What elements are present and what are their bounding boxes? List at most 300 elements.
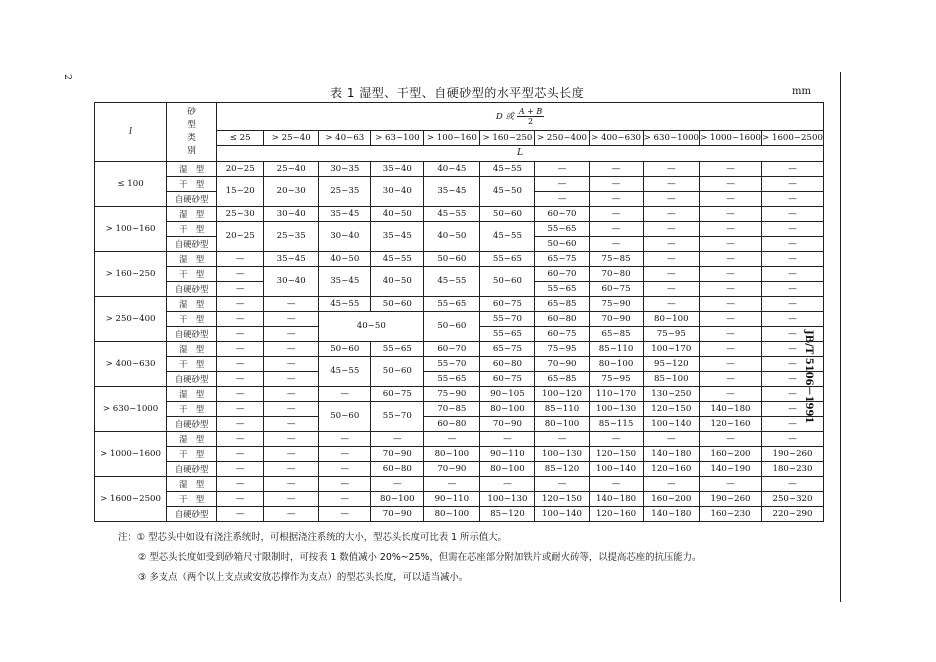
value-cell: 20~25 xyxy=(217,162,264,177)
value-cell: — xyxy=(217,357,264,372)
table-row xyxy=(95,462,824,477)
value-cell: — xyxy=(700,267,762,282)
value-cell: 50~60 xyxy=(480,207,535,222)
value-cell: 90~110 xyxy=(424,492,480,507)
sand-char: 类 xyxy=(187,133,196,143)
value-cell: — xyxy=(700,312,762,327)
value-cell: — xyxy=(264,387,319,402)
value-cell: — xyxy=(700,357,762,372)
value-cell: 100~140 xyxy=(589,462,643,477)
value-cell: — xyxy=(643,297,699,312)
value-cell: 55~65 xyxy=(535,282,589,297)
sand-type-cell: 湿 型 xyxy=(167,387,217,402)
value-cell: 85~110 xyxy=(589,342,643,357)
value-cell: 80~100 xyxy=(535,417,589,432)
value-cell: — xyxy=(424,477,480,492)
sand-type-cell: 干 型 xyxy=(167,222,217,237)
page-number: 2 xyxy=(61,74,72,80)
value-cell: 160~200 xyxy=(643,492,699,507)
value-cell: 100~140 xyxy=(643,417,699,432)
value-cell: 70~90 xyxy=(589,312,643,327)
value-cell: 30~40 xyxy=(319,222,371,252)
l-range-cell: > 250~400 xyxy=(95,297,167,342)
value-cell: 85~100 xyxy=(643,372,699,387)
value-cell: — xyxy=(761,237,823,252)
value-cell: — xyxy=(371,432,424,447)
value-cell: 50~60 xyxy=(371,297,424,312)
sand-type-cell: 湿 型 xyxy=(167,252,217,267)
value-cell: — xyxy=(643,207,699,222)
d-range-header: > 400~630 xyxy=(589,130,643,146)
sand-type-cell: 干 型 xyxy=(167,492,217,507)
value-cell: — xyxy=(700,477,762,492)
value-cell: — xyxy=(700,237,762,252)
value-cell: 160~230 xyxy=(700,507,762,522)
value-cell: 30~35 xyxy=(319,162,371,177)
value-cell: 70~90 xyxy=(371,447,424,462)
value-cell: 60~80 xyxy=(535,312,589,327)
value-cell: 220~290 xyxy=(761,507,823,522)
value-cell: 120~160 xyxy=(643,462,699,477)
value-cell: 70~80 xyxy=(589,267,643,282)
value-cell: — xyxy=(643,237,699,252)
value-cell: — xyxy=(217,312,264,327)
sand-type-cell: 干 型 xyxy=(167,312,217,327)
value-cell: 75~85 xyxy=(589,252,643,267)
value-cell: 25~35 xyxy=(264,222,319,252)
value-cell: 120~150 xyxy=(589,447,643,462)
value-cell: 75~95 xyxy=(589,372,643,387)
value-cell: — xyxy=(700,207,762,222)
note-3: ③ 多支点（两个以上支点或安放芯撑作为支点）的型芯头长度，可以适当减小。 xyxy=(138,572,469,583)
sand-type-cell: 干 型 xyxy=(167,177,217,192)
value-cell: — xyxy=(761,177,823,192)
value-cell: — xyxy=(761,357,823,372)
value-cell: 35~45 xyxy=(424,177,480,207)
sand-type-cell: 干 型 xyxy=(167,402,217,417)
note-2: ② 型芯头长度如受到砂箱尺寸限制时，可按表 1 数值减小 20%~25%，但需在芯座部分附加铁片或耐火砖等，以提高芯座的抗压能力。 xyxy=(138,552,702,563)
value-cell: 60~70 xyxy=(424,342,480,357)
value-cell: — xyxy=(643,267,699,282)
value-cell: — xyxy=(643,432,699,447)
table-row xyxy=(95,342,824,357)
value-cell: 95~120 xyxy=(643,357,699,372)
value-cell: 25~30 xyxy=(217,207,264,222)
value-cell: 80~100 xyxy=(371,492,424,507)
value-cell: 80~100 xyxy=(589,357,643,372)
value-cell: — xyxy=(761,252,823,267)
value-cell: — xyxy=(643,252,699,267)
value-cell: — xyxy=(217,327,264,342)
value-cell: 60~70 xyxy=(535,267,589,282)
value-cell: 140~180 xyxy=(643,447,699,462)
sand-type-cell: 湿 型 xyxy=(167,162,217,177)
value-cell: — xyxy=(761,477,823,492)
value-cell: — xyxy=(264,312,319,327)
value-cell: 50~60 xyxy=(424,252,480,267)
core-print-length-table xyxy=(94,102,824,522)
value-cell: — xyxy=(643,162,699,177)
d-range-header: > 160~250 xyxy=(480,130,535,146)
value-cell: 45~55 xyxy=(480,222,535,252)
value-cell: — xyxy=(700,282,762,297)
value-cell: 70~90 xyxy=(480,417,535,432)
value-cell: — xyxy=(319,447,371,462)
value-cell: 55~65 xyxy=(535,222,589,237)
sand-char: 型 xyxy=(187,120,196,130)
sand-type-cell: 自硬砂型 xyxy=(167,282,217,297)
table-row xyxy=(95,417,824,432)
value-cell: 80~100 xyxy=(480,462,535,477)
value-cell: 45~55 xyxy=(371,252,424,267)
value-cell: — xyxy=(217,462,264,477)
value-cell: 60~70 xyxy=(535,207,589,222)
value-cell: — xyxy=(319,462,371,477)
value-cell: 85~120 xyxy=(480,507,535,522)
value-cell: — xyxy=(700,387,762,402)
value-cell: 45~55 xyxy=(319,297,371,312)
table-row xyxy=(95,267,824,282)
d-range-header: > 1000~1600 xyxy=(700,130,762,146)
value-cell: — xyxy=(319,432,371,447)
header-fraction xyxy=(517,107,544,126)
value-cell: 55~70 xyxy=(424,357,480,372)
value-cell: — xyxy=(217,267,264,282)
value-cell: — xyxy=(535,477,589,492)
value-cell: 140~180 xyxy=(589,492,643,507)
value-cell: 40~50 xyxy=(371,207,424,222)
value-cell: 160~200 xyxy=(700,447,762,462)
value-cell: 75~95 xyxy=(643,327,699,342)
d-range-header: > 100~160 xyxy=(424,130,480,146)
value-cell: 40~50 xyxy=(424,222,480,252)
value-cell: 190~260 xyxy=(700,492,762,507)
value-cell: — xyxy=(264,447,319,462)
value-cell: — xyxy=(761,192,823,207)
value-cell: — xyxy=(264,417,319,432)
value-cell: 140~180 xyxy=(643,507,699,522)
table-title: 表 1 湿型、干型、自硬砂型的水平型芯头长度 xyxy=(330,86,585,100)
value-cell: 85~110 xyxy=(535,402,589,417)
l-range-cell: > 100~160 xyxy=(95,207,167,252)
frac-denominator: 2 xyxy=(527,116,534,126)
value-cell: 35~45 xyxy=(319,207,371,222)
sand-char: 砂 xyxy=(187,107,196,117)
value-cell: 130~250 xyxy=(643,387,699,402)
table-row xyxy=(95,402,824,417)
sand-type-cell: 自硬砂型 xyxy=(167,462,217,477)
value-cell: — xyxy=(589,192,643,207)
d-range-header: > 630~1000 xyxy=(643,130,699,146)
value-cell: — xyxy=(535,177,589,192)
header-d xyxy=(217,103,824,131)
value-cell: 30~40 xyxy=(264,207,319,222)
sand-char: 别 xyxy=(187,146,196,156)
value-cell: — xyxy=(217,387,264,402)
table-row xyxy=(95,177,824,192)
value-cell: — xyxy=(217,477,264,492)
value-cell: — xyxy=(761,312,823,327)
value-cell: — xyxy=(217,447,264,462)
sand-type-cell: 自硬砂型 xyxy=(167,417,217,432)
value-cell: — xyxy=(700,342,762,357)
value-cell: 90~105 xyxy=(480,387,535,402)
value-cell: — xyxy=(589,432,643,447)
value-cell: 55~70 xyxy=(371,402,424,432)
sand-type-cell: 湿 型 xyxy=(167,207,217,222)
value-cell: 110~170 xyxy=(589,387,643,402)
table-row xyxy=(95,387,824,402)
notes xyxy=(118,528,701,588)
value-cell: — xyxy=(217,402,264,417)
value-cell: 60~80 xyxy=(371,462,424,477)
value-cell: 75~90 xyxy=(589,297,643,312)
value-cell: — xyxy=(217,297,264,312)
value-cell: — xyxy=(643,222,699,237)
value-cell: — xyxy=(761,402,823,417)
sand-type-cell: 湿 型 xyxy=(167,432,217,447)
value-cell: — xyxy=(761,372,823,387)
value-cell: 140~180 xyxy=(700,402,762,417)
value-cell: — xyxy=(589,237,643,252)
header-d-label: D 或 xyxy=(495,111,515,122)
value-cell: 80~100 xyxy=(424,507,480,522)
value-cell: — xyxy=(761,162,823,177)
value-cell: 140~190 xyxy=(700,462,762,477)
value-cell: 120~150 xyxy=(643,402,699,417)
value-cell: 35~45 xyxy=(264,252,319,267)
value-cell: 65~85 xyxy=(535,297,589,312)
value-cell: 35~40 xyxy=(371,162,424,177)
value-cell: 85~115 xyxy=(589,417,643,432)
value-cell: 100~130 xyxy=(589,402,643,417)
value-cell: 50~60 xyxy=(535,237,589,252)
header-l: l xyxy=(95,103,167,162)
value-cell: 65~85 xyxy=(535,372,589,387)
frac-numerator: A + B xyxy=(518,106,543,116)
standard-code: JB/T 5106－1991 xyxy=(803,330,814,424)
value-cell: — xyxy=(319,507,371,522)
value-cell: 70~85 xyxy=(424,402,480,417)
table-row xyxy=(95,507,824,522)
value-cell: — xyxy=(700,372,762,387)
page-divider xyxy=(840,72,841,602)
value-cell: 60~75 xyxy=(371,387,424,402)
value-cell: — xyxy=(217,252,264,267)
value-cell: — xyxy=(217,417,264,432)
value-cell: 70~90 xyxy=(535,357,589,372)
value-cell: 60~75 xyxy=(480,297,535,312)
value-cell: 100~170 xyxy=(643,342,699,357)
value-cell: — xyxy=(217,492,264,507)
value-cell: — xyxy=(700,432,762,447)
value-cell: 40~50 xyxy=(371,267,424,297)
value-cell: 100~140 xyxy=(535,507,589,522)
value-cell: — xyxy=(319,492,371,507)
table-row xyxy=(95,492,824,507)
value-cell: — xyxy=(264,477,319,492)
value-cell: 15~20 xyxy=(217,177,264,207)
value-cell: — xyxy=(700,327,762,342)
value-cell: 120~150 xyxy=(535,492,589,507)
value-cell: — xyxy=(480,432,535,447)
l-range-cell: > 160~250 xyxy=(95,252,167,297)
value-cell: 65~75 xyxy=(535,252,589,267)
value-cell: 250~320 xyxy=(761,492,823,507)
value-cell: — xyxy=(700,162,762,177)
value-cell: 25~40 xyxy=(264,162,319,177)
l-range-cell: > 1000~1600 xyxy=(95,432,167,477)
value-cell: 75~90 xyxy=(424,387,480,402)
value-cell: 55~65 xyxy=(480,327,535,342)
value-cell: — xyxy=(535,432,589,447)
value-cell: 20~25 xyxy=(217,222,264,252)
value-cell: 45~55 xyxy=(480,162,535,177)
value-cell: — xyxy=(264,327,319,342)
value-cell: 55~70 xyxy=(480,312,535,327)
l-range-cell: ≤ 100 xyxy=(95,162,167,207)
value-cell: — xyxy=(700,177,762,192)
unit-label: mm xyxy=(792,86,811,97)
table-row xyxy=(95,357,824,372)
value-cell: — xyxy=(589,477,643,492)
value-cell: 60~75 xyxy=(589,282,643,297)
value-cell: — xyxy=(761,432,823,447)
value-cell: 85~120 xyxy=(535,462,589,477)
value-cell: — xyxy=(264,372,319,387)
value-cell: — xyxy=(480,477,535,492)
value-cell: 55~65 xyxy=(371,342,424,357)
d-range-header: ≤ 25 xyxy=(217,130,264,146)
table-body xyxy=(95,162,824,522)
value-cell: — xyxy=(700,222,762,237)
value-cell: 100~120 xyxy=(535,387,589,402)
l-range-cell: > 1600~2500 xyxy=(95,477,167,522)
value-cell: 35~45 xyxy=(371,222,424,252)
value-cell: 40~50 xyxy=(319,252,371,267)
value-cell: — xyxy=(535,162,589,177)
sand-type-cell: 湿 型 xyxy=(167,297,217,312)
value-cell: 100~130 xyxy=(535,447,589,462)
value-cell: 80~100 xyxy=(643,312,699,327)
value-cell: 120~160 xyxy=(700,417,762,432)
table-row xyxy=(95,297,824,312)
table-row xyxy=(95,312,824,327)
value-cell: — xyxy=(217,342,264,357)
value-cell: — xyxy=(264,357,319,372)
value-cell: 55~65 xyxy=(424,297,480,312)
value-cell: — xyxy=(761,207,823,222)
value-cell: — xyxy=(217,282,264,297)
header-sand-type xyxy=(167,103,217,162)
value-cell: 65~75 xyxy=(480,342,535,357)
value-cell: — xyxy=(264,402,319,417)
note-1: 注：① 型芯头中如设有浇注系统时，可根据浇注系统的大小，型芯头长度可比表 1 所示值大。 xyxy=(118,532,507,543)
table-row xyxy=(95,372,824,387)
value-cell: 65~85 xyxy=(589,327,643,342)
value-cell: — xyxy=(264,342,319,357)
value-cell: — xyxy=(319,477,371,492)
value-cell: — xyxy=(761,267,823,282)
value-cell: — xyxy=(264,432,319,447)
value-cell: 100~130 xyxy=(480,492,535,507)
d-range-header: > 40~63 xyxy=(319,130,371,146)
value-cell: — xyxy=(589,162,643,177)
value-cell: 80~100 xyxy=(424,447,480,462)
sand-type-cell: 自硬砂型 xyxy=(167,327,217,342)
value-cell: — xyxy=(535,192,589,207)
value-cell: — xyxy=(643,177,699,192)
value-cell: — xyxy=(264,507,319,522)
value-cell: — xyxy=(424,432,480,447)
value-cell: — xyxy=(643,477,699,492)
sand-type-cell: 自硬砂型 xyxy=(167,237,217,252)
value-cell: 75~95 xyxy=(535,342,589,357)
value-cell: 50~60 xyxy=(319,402,371,432)
table-row xyxy=(95,162,824,177)
value-cell: 40~50 xyxy=(319,312,424,342)
value-cell: 45~55 xyxy=(424,207,480,222)
value-cell: — xyxy=(643,192,699,207)
value-cell: 70~90 xyxy=(424,462,480,477)
sand-type-cell: 自硬砂型 xyxy=(167,372,217,387)
table-row xyxy=(95,432,824,447)
value-cell: 190~260 xyxy=(761,447,823,462)
value-cell: — xyxy=(700,192,762,207)
value-cell: 180~230 xyxy=(761,462,823,477)
value-cell: — xyxy=(264,492,319,507)
value-cell: — xyxy=(589,177,643,192)
sand-type-cell: 湿 型 xyxy=(167,342,217,357)
value-cell: 60~80 xyxy=(424,417,480,432)
l-range-cell: > 630~1000 xyxy=(95,387,167,432)
table-row xyxy=(95,207,824,222)
value-cell: — xyxy=(217,507,264,522)
value-cell: 45~50 xyxy=(480,177,535,207)
value-cell: — xyxy=(589,222,643,237)
value-cell: — xyxy=(700,297,762,312)
value-cell: 20~30 xyxy=(264,177,319,207)
value-cell: — xyxy=(761,387,823,402)
sand-type-cell: 自硬砂型 xyxy=(167,192,217,207)
value-cell: — xyxy=(761,222,823,237)
sand-type-cell: 自硬砂型 xyxy=(167,507,217,522)
value-cell: 55~65 xyxy=(480,252,535,267)
value-cell: 55~65 xyxy=(424,372,480,387)
value-cell: — xyxy=(700,252,762,267)
value-cell: — xyxy=(217,432,264,447)
value-cell: 60~80 xyxy=(480,357,535,372)
value-cell: 45~55 xyxy=(424,267,480,297)
value-cell: — xyxy=(264,462,319,477)
value-cell: 120~160 xyxy=(589,507,643,522)
value-cell: — xyxy=(264,297,319,312)
sand-type-cell: 干 型 xyxy=(167,447,217,462)
table-row xyxy=(95,252,824,267)
sand-type-cell: 湿 型 xyxy=(167,477,217,492)
value-cell: 50~60 xyxy=(424,312,480,342)
d-range-header: > 25~40 xyxy=(264,130,319,146)
value-cell: — xyxy=(371,477,424,492)
value-cell: 90~110 xyxy=(480,447,535,462)
l-range-cell: > 400~630 xyxy=(95,342,167,387)
table-row xyxy=(95,447,824,462)
value-cell: — xyxy=(761,342,823,357)
value-cell: 50~60 xyxy=(319,342,371,357)
value-cell: 30~40 xyxy=(371,177,424,207)
value-cell: 50~60 xyxy=(480,267,535,297)
value-cell: — xyxy=(761,327,823,342)
